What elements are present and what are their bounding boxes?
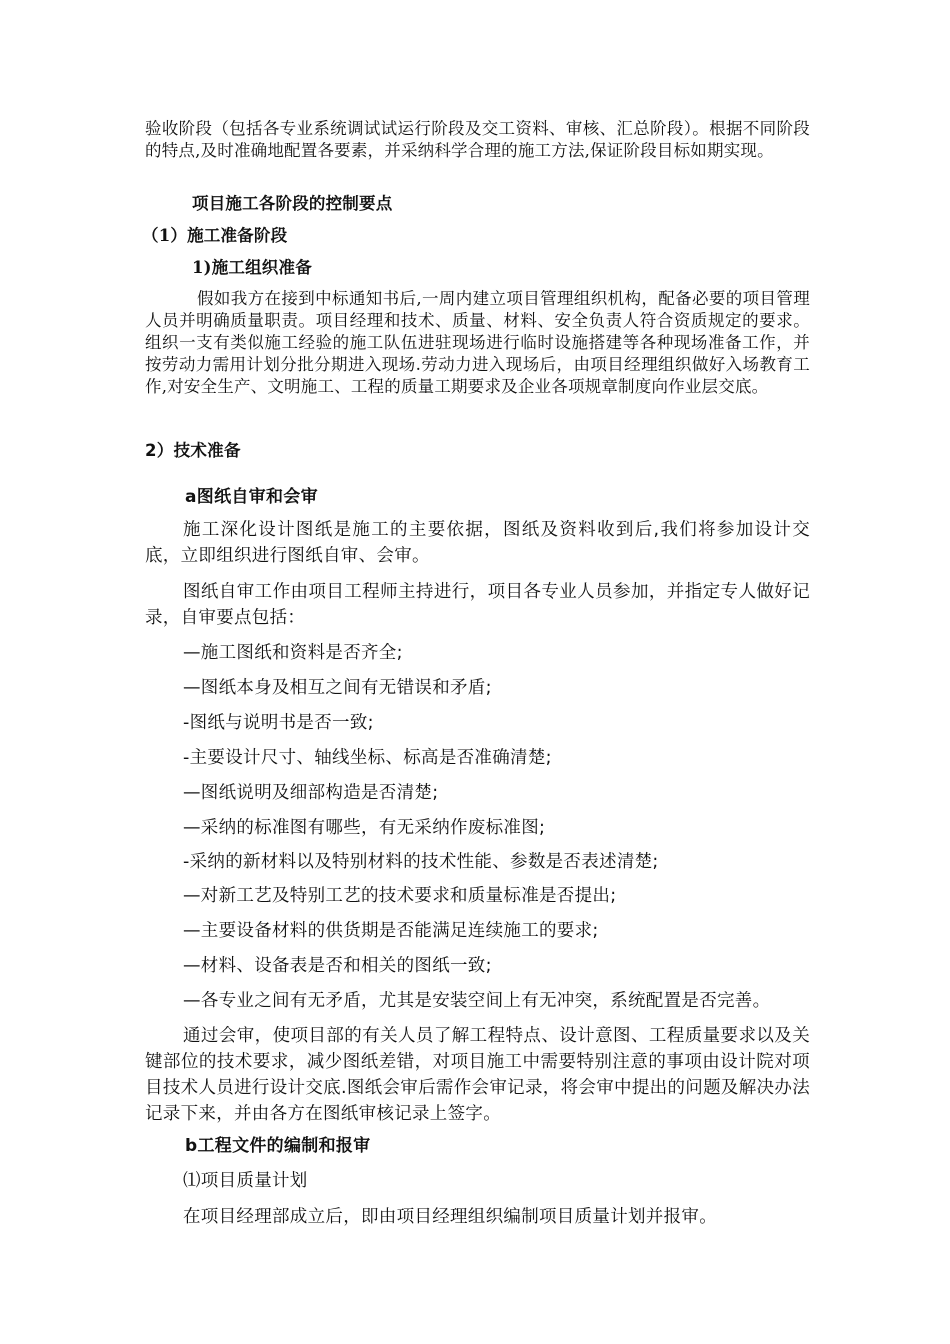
heading-control-points: 项目施工各阶段的控制要点 xyxy=(192,194,393,213)
checklist-item-3: -图纸与说明书是否一致; xyxy=(183,713,374,733)
heading-technical-preparation: 2）技术准备 xyxy=(145,441,241,460)
checklist-item-4: -主要设计尺寸、轴线坐标、标高是否准确清楚; xyxy=(183,748,552,768)
checklist-item-1: —施工图纸和资料是否齐全; xyxy=(183,643,403,663)
checklist-item-10: —材料、设备表是否和相关的图纸一致; xyxy=(183,956,492,976)
checklist-item-9: —主要设备材料的供货期是否能满足连续施工的要求; xyxy=(183,921,599,941)
review-summary-paragraph: 通过会审，使项目部的有关人员了解工程特点、设计意图、工程质量要求以及关键部位的技术要求，减少图纸差错，对项目施工中需要特别注意的事项由设计院对项目技术人员进行设计交底.图纸会审后需作会审记录，将会审中提出的问题及解决办法记录下来，并由各方在图纸审核记录上签字。 xyxy=(145,1026,810,1124)
checklist-item-11: —各专业之间有无矛盾，尤其是安装空间上有无冲突，系统配置是否完善。 xyxy=(183,991,771,1011)
subheading-quality-plan: ⑴项目质量计划 xyxy=(183,1171,308,1191)
checklist-item-7: -采纳的新材料以及特别材料的技术性能、参数是否表述清楚; xyxy=(183,852,659,872)
checklist-item-5: —图纸说明及细部构造是否清楚; xyxy=(183,783,439,803)
quality-plan-paragraph: 在项目经理部成立后，即由项目经理组织编制项目质量计划并报审。 xyxy=(183,1207,717,1227)
checklist-item-2: —图纸本身及相互之间有无错误和矛盾; xyxy=(183,678,492,698)
drawing-review-paragraph-2: 图纸自审工作由项目工程师主持进行，项目各专业人员参加，并指定专人做好记录，自审要点包括： xyxy=(145,582,810,628)
checklist-item-6: —采纳的标准图有哪些，有无采纳作废标准图; xyxy=(183,818,546,838)
heading-drawing-review: a图纸自审和会审 xyxy=(185,487,318,507)
organization-paragraph: 假如我方在接到中标通知书后,一周内建立项目管理组织机构，配备必要的项目管理人员并明确质量职责。项目经理和技术、质量、材料、安全负责人符合资质规定的要求。组织一支有类似施工经验的施工队伍进驻现场进行临时设施搭建等各种现场准备工作，并按劳动力需用计划分批分期进入现场.劳动力进入现场后，由项目经理组织做好入场教育工作,对安全生产、文明施工、工程的质量工期要求及企业各项规章制度向作业层交底。 xyxy=(145,289,810,396)
drawing-review-paragraph-1: 施工深化设计图纸是施工的主要依据，图纸及资料收到后,我们将参加设计交底，立即组织进行图纸自审、会审。 xyxy=(145,520,810,566)
heading-preparation-stage: （1）施工准备阶段 xyxy=(142,226,288,245)
heading-engineering-documents: b工程文件的编制和报审 xyxy=(185,1136,371,1156)
heading-organization-preparation: 1)施工组织准备 xyxy=(192,258,312,277)
intro-paragraph: 验收阶段（包括各专业系统调试试运行阶段及交工资料、审核、汇总阶段）。根据不同阶段的特点,及时准确地配置各要素，并采纳科学合理的施工方法,保证阶段目标如期实现。 xyxy=(145,119,810,160)
checklist-item-8: —对新工艺及特别工艺的技术要求和质量标准是否提出; xyxy=(183,886,617,906)
